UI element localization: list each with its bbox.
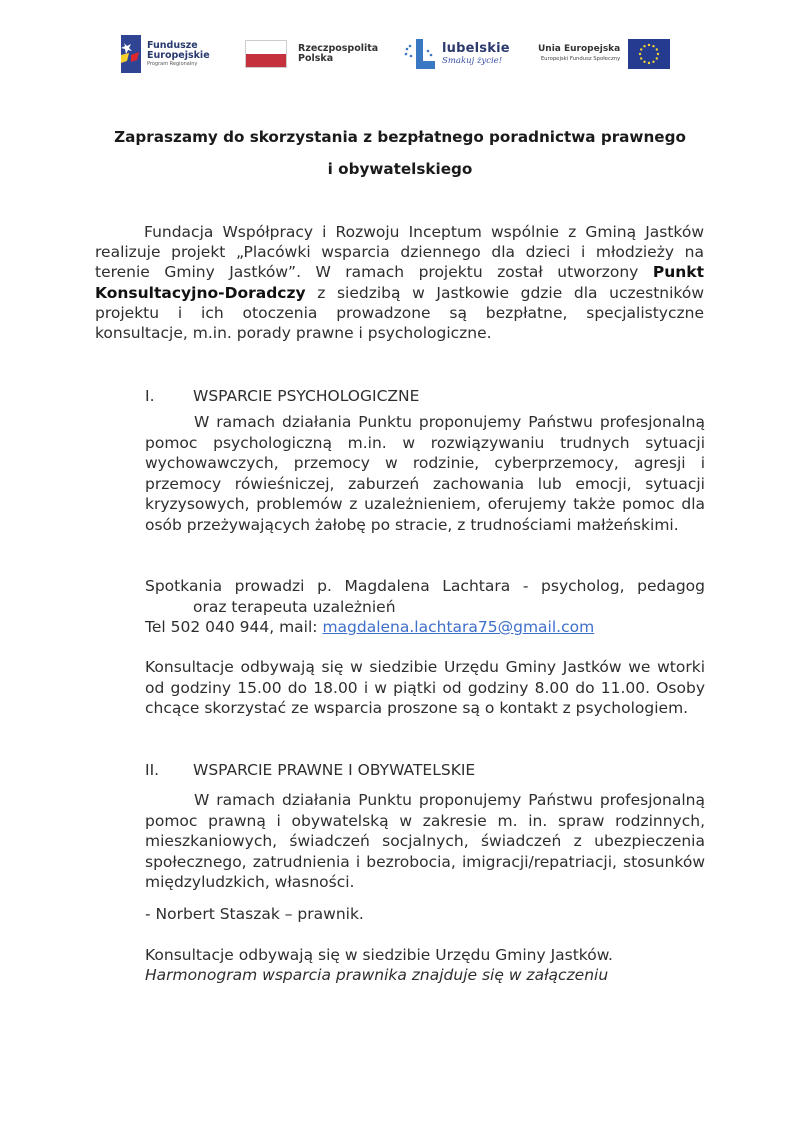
fundusze-line3: Program Regionalny [147,61,198,67]
section-1-title: WSPARCIE PSYCHOLOGICZNE [193,387,420,405]
polish-flag-icon [245,40,287,68]
fundusze-europejskie-emblem-icon [121,35,141,73]
section-1-meeting [145,576,705,638]
eu-star-icon [656,48,658,50]
rzeczpospolita-line2: Polska [298,53,334,64]
eu-flag-icon [628,39,670,69]
section-2-title: WSPARCIE PRAWNE I OBYWATELSKIE [193,761,476,779]
intro-text-2: z siedzibą w Jastkowie gdzie dla uczestników projektu i ich otoczenia prowadzone są bezpłatne, specjalistyczne konsultacje, m.in. porady prawne i psychologiczne. [95,283,704,343]
logo-bar [0,34,800,74]
eu-star-icon [648,44,650,46]
eu-star-icon [640,48,642,50]
eu-star-icon [644,61,646,63]
contact-prefix: Tel 502 040 944, mail: [145,618,323,636]
section-2-body: W ramach działania Punktu proponujemy Państwu profesjonalną pomoc prawną i obywatelską w zakresie m. in. spraw rodzinnych, mieszkaniowych, świadczeń socjalnych, świadczeń z ubezpieczenia społecznego, zatrudnienia i bezrobocia, imigracji/repatriacji, stosunków międzyludzkich, własności. [145,791,705,891]
lubelskie-line1: lubelskie [442,41,510,57]
rzeczpospolita-line1: Rzeczpospolita [298,43,379,55]
meeting-line2: oraz terapeuta uzależnień [193,597,396,616]
eu-star-icon [648,62,650,64]
eu-star-icon [656,57,658,59]
section-1-body: W ramach działania Punktu proponujemy Państwu profesjonalną pomoc psychologiczną m.in. w rozwiązywaniu trudnych sytuacji wychowawczych, przemocy w rodzinie, cyberprzemocy, agresji i przemocy rówieśniczej, zaburzeń zachowania lub emocji, sytuacji kryzysowych, problemów z uzależnieniem, oferujemy także pomoc dla osób przeżywających żałobę po stracie, z trudnościami małżeńskimi. [145,413,705,534]
fundusze-line1: Fundusze [147,40,198,51]
section-2-number: II. [145,761,160,779]
unia-line2: Europejski Fundusz Społeczny [540,56,621,63]
eu-star-icon [657,53,659,55]
section-1-schedule: Konsultacje odbywają się w siedzibie Urzędu Gminy Jastków we wtorki od godziny 15.00 do 18.00 i w piątki od godziny 8.00 do 11.00. Osoby chcące skorzystać ze wsparcia proszone są o kontakt z psychologiem. [145,658,705,717]
lawyer-line: - Norbert Staszak – prawnik. [145,905,364,923]
section-2-location: Konsultacje odbywają się w siedzibie Urzędu Gminy Jastków. [145,946,613,964]
rzeczpospolita-polska-logo [245,34,378,74]
contact-line [145,617,705,638]
fundusze-line2: Europejskie [147,49,210,61]
lubelskie-emblem-icon [403,37,437,71]
eu-star-icon [653,61,655,63]
section-2-note: Harmonogram wsparcia prawnika znajduje się w załączeniu [145,966,609,984]
unia-europejska-logo [538,34,670,74]
intro-paragraph [95,222,704,343]
page-title-line1: Zapraszamy do skorzystania z bezpłatnego poradnictwa prawnego [114,128,686,146]
fundusze-europejskie-logo [121,34,210,74]
section-1-number: I. [145,387,155,405]
page-title-line2: i obywatelskiego [327,160,473,178]
intro-bold-text: Punkt Konsultacyjno-Doradczy [95,263,704,302]
lubelskie-slogan: Smakuj życie! [442,56,503,67]
meeting-line1: Spotkania prowadzi p. Magdalena Lachtara - psycholog, pedagog [145,577,705,595]
eu-star-icon [640,57,642,59]
lubelskie-logo [403,34,510,74]
unia-line1: Unia Europejska [538,44,621,55]
email-link[interactable]: magdalena.lachtara75@gmail.com [322,618,595,636]
eu-star-icon [653,45,655,47]
eu-star-icon [644,45,646,47]
eu-star-icon [639,53,641,55]
intro-text-1: Fundacja Współpracy i Rozwoju Inceptum wspólnie z Gminą Jastków realizuje projekt „Placówki wsparcia dziennego dla dzieci i młodzieży na terenie Gminy Jastków”. W ramach projektu został utworzony [95,223,704,282]
